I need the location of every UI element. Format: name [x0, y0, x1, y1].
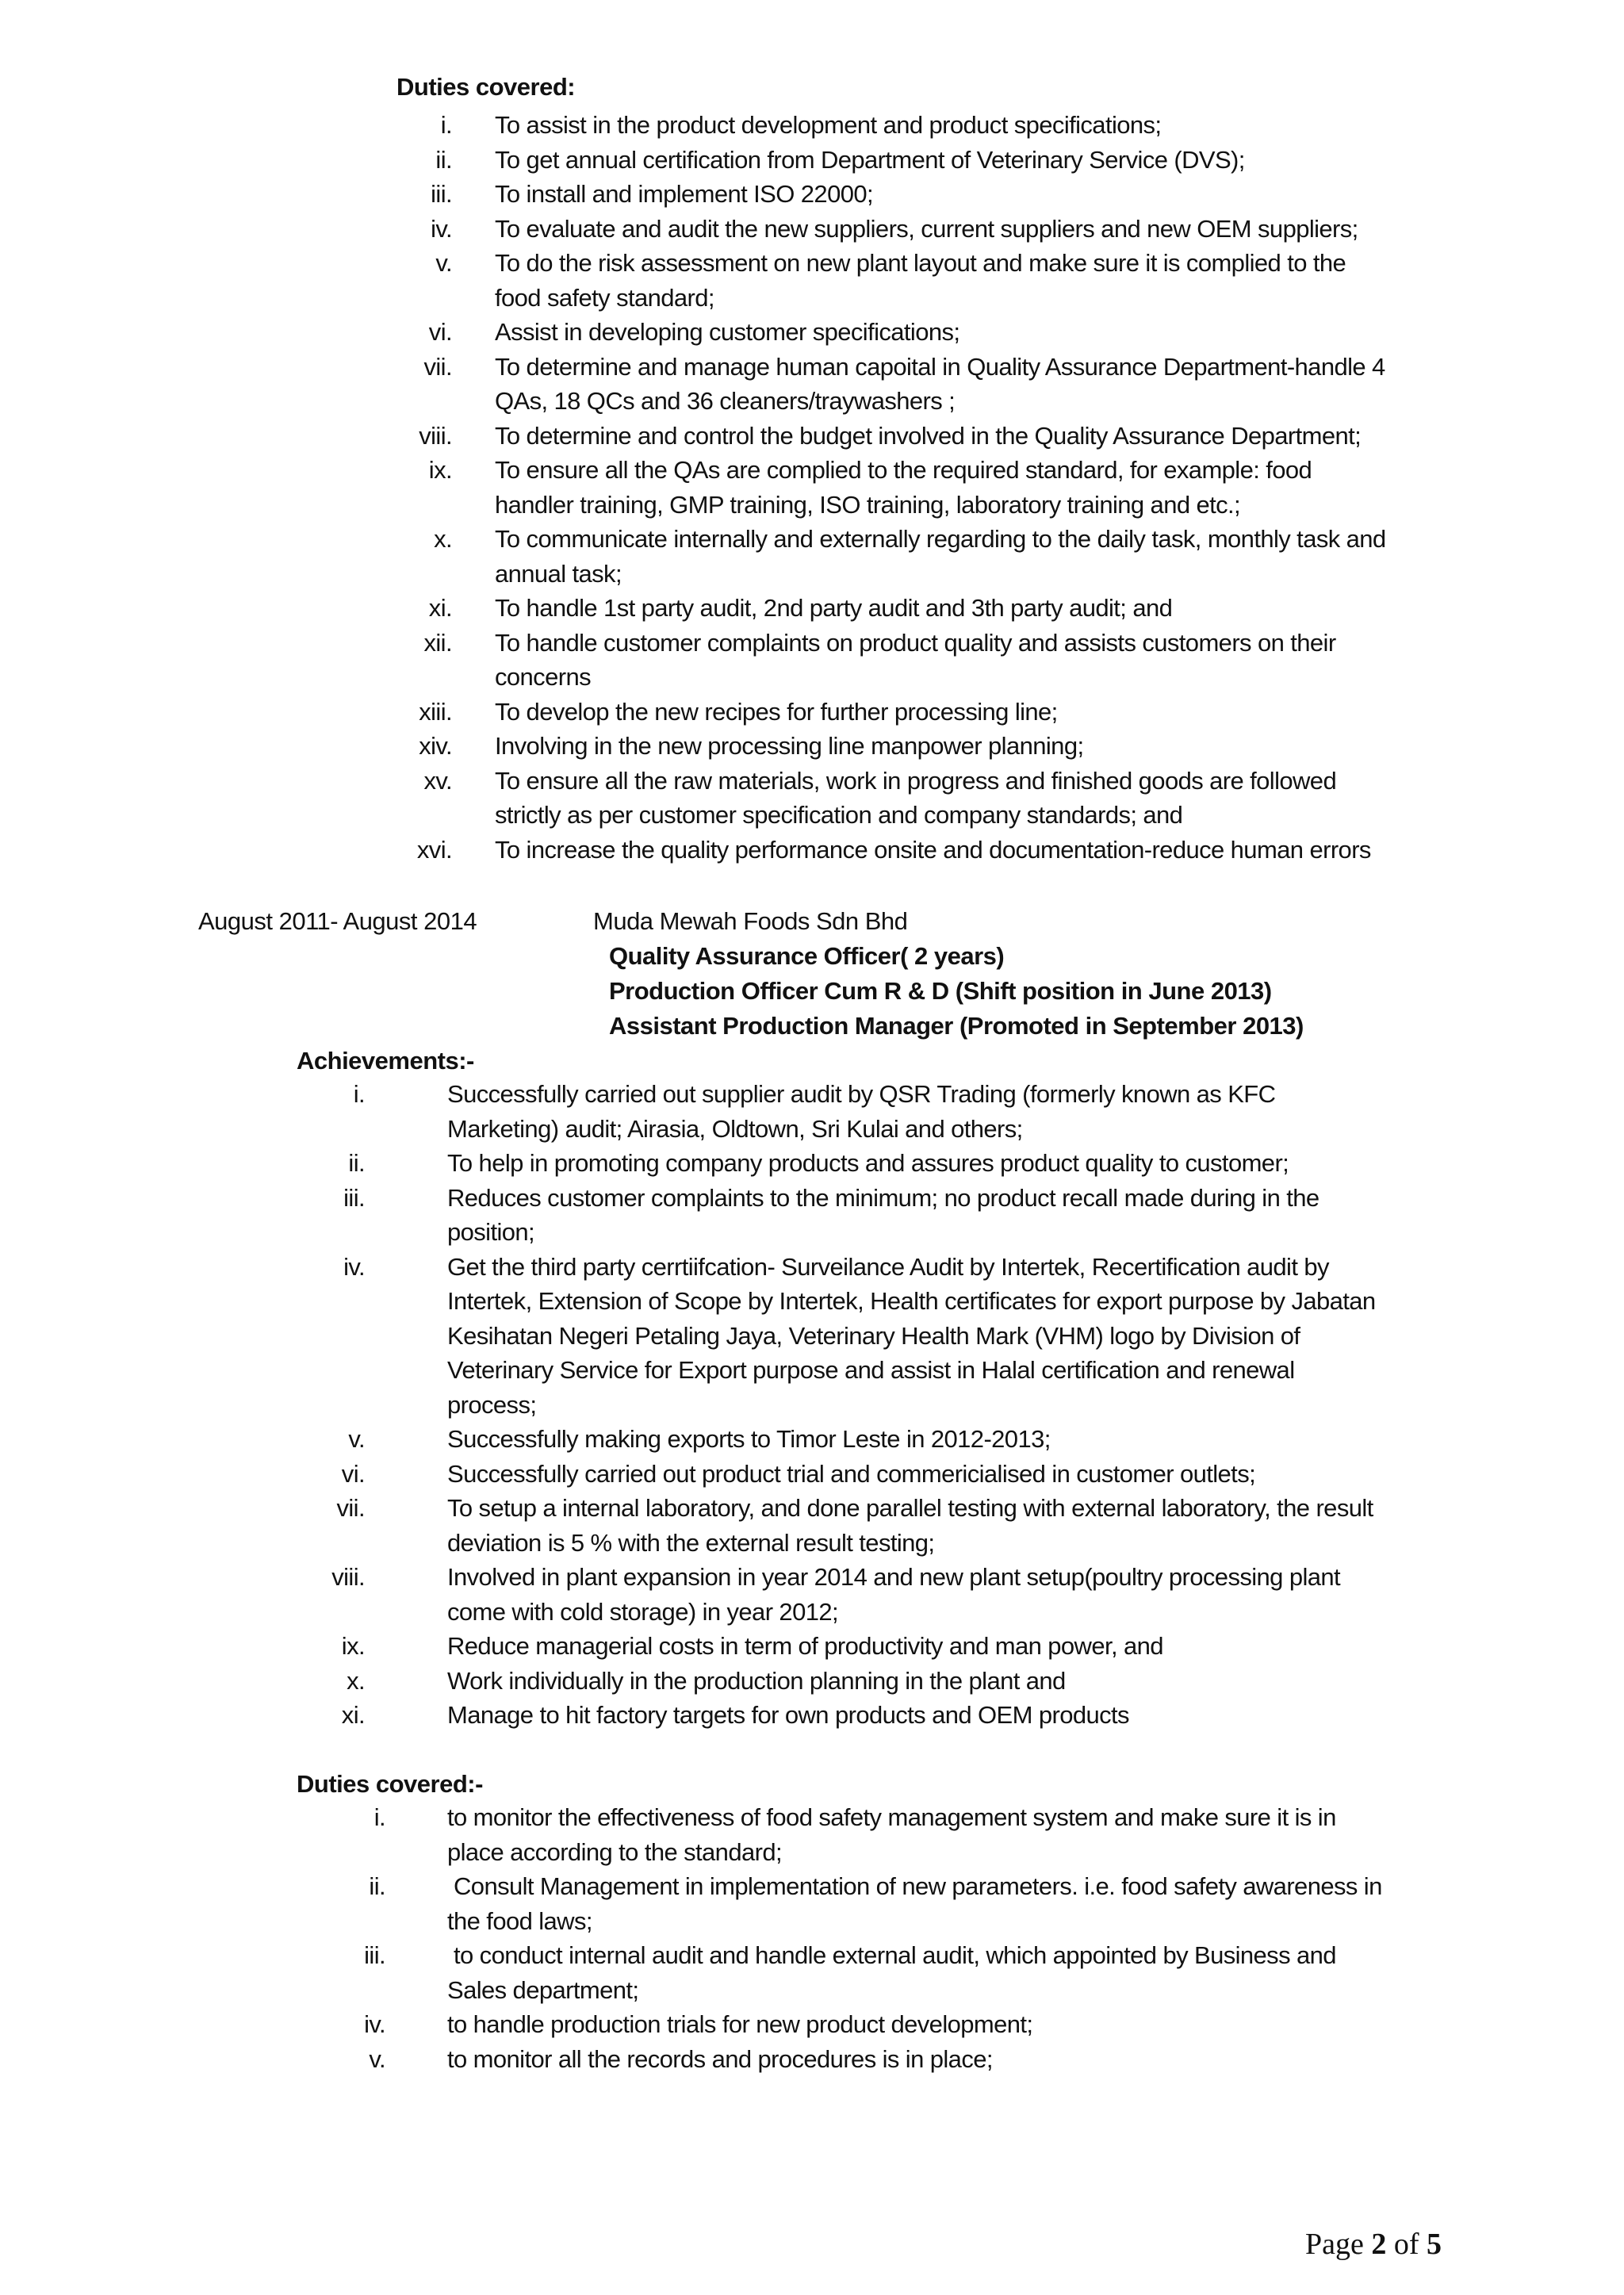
list-item-text: to monitor the effectiveness of food safety management system and make sure it is in [447, 1803, 1336, 1831]
list-item [317, 1800, 1459, 1869]
list-item-text: handler training, GMP training, ISO training, laboratory training and etc.; [495, 490, 1241, 519]
list-item-number: v. [348, 1425, 365, 1453]
list-item-number: iv. [431, 214, 452, 243]
list-item-text: Consult Management in implementation of new parameters. i.e. food safety awareness in [447, 1872, 1382, 1900]
list-item-number: ii. [369, 1872, 385, 1900]
list-item-number: v. [435, 249, 452, 277]
page-number [1305, 2225, 1442, 2263]
list-item-text: To evaluate and audit the new suppliers, current suppliers and new OEM suppliers; [495, 214, 1358, 243]
list-item-number: x. [347, 1666, 365, 1695]
list-item-text: QAs, 18 QCs and 36 cleaners/traywashers ; [495, 387, 956, 415]
list-item-text: To handle customer complaints on product quality and assists customers on their [495, 628, 1336, 657]
list-item-text: to handle production trials for new product development; [447, 2010, 1033, 2038]
job-role: Quality Assurance Officer( 2 years) [609, 942, 1005, 970]
list-item-number: iii. [364, 1941, 385, 1969]
job-role: Assistant Production Manager (Promoted in September 2013) [609, 1012, 1304, 1040]
list-item-text: food safety standard; [495, 283, 714, 312]
list-item-number: i. [373, 1803, 385, 1831]
list-item-number: ix. [428, 456, 452, 484]
list-item-text: To assist in the product development and product specifications; [495, 111, 1162, 139]
page-middle: of [1386, 2228, 1427, 2261]
list-item-text: position; [447, 1218, 535, 1246]
duties-heading: Duties covered:- [297, 1770, 483, 1798]
list-item [396, 695, 1459, 730]
list-item-number: vii. [336, 1494, 365, 1522]
list-item-text: To ensure all the QAs are complied to the required standard, for example: food [495, 456, 1312, 484]
list-item-text: strictly as per customer specification and company standards; and [495, 801, 1183, 829]
list-item-text: concerns [495, 663, 591, 691]
list-item [317, 2007, 1459, 2042]
list-item-text: Manage to hit factory targets for own products and OEM products [447, 1701, 1129, 1729]
list-item-number: iii. [343, 1183, 365, 1212]
list-item-number: iv. [343, 1252, 365, 1281]
page-prefix: Page [1304, 2228, 1372, 2261]
list-item-text: To determine and manage human capoital in Quality Assurance Department-handle 4 [495, 352, 1385, 381]
list-item-text: Successfully making exports to Timor Leste in 2012-2013; [447, 1425, 1051, 1453]
list-item-number: xi. [428, 594, 452, 622]
list-item-text: To help in promoting company products and assures product quality to customer; [447, 1149, 1289, 1177]
list-item-text: To communicate internally and externally regarding to the daily task, monthly task and [495, 525, 1386, 553]
list-item [317, 1491, 1459, 1560]
list-item-number: viii. [419, 421, 452, 450]
list-item-number: xii. [423, 628, 452, 657]
page-total: 5 [1427, 2228, 1442, 2261]
list-item-number: xiv. [419, 732, 452, 760]
list-item-text: Successfully carried out supplier audit by QSR Trading (formerly known as KFC [447, 1080, 1276, 1108]
list-item-number: xiii. [419, 697, 452, 726]
list-item [396, 108, 1459, 143]
list-item-text: Reduce managerial costs in term of productivity and man power, and [447, 1632, 1163, 1660]
list-item-number: xi. [341, 1701, 365, 1729]
list-item [317, 1250, 1459, 1423]
list-item-number: viii. [331, 1563, 365, 1591]
list-item [396, 626, 1459, 695]
list-item-text: to conduct internal audit and handle external audit, which appointed by Business and [447, 1941, 1336, 1969]
list-item [317, 1422, 1459, 1457]
list-item-number: ix. [341, 1632, 365, 1660]
list-item [317, 1077, 1459, 1146]
job-role: Production Officer Cum R & D (Shift position in June 2013) [609, 977, 1272, 1005]
list-item-text: To do the risk assessment on new plant layout and make sure it is complied to the [495, 249, 1346, 277]
page-current: 2 [1371, 2228, 1387, 2261]
company-name: Muda Mewah Foods Sdn Bhd [593, 907, 908, 935]
list-item-text: the food laws; [447, 1906, 592, 1935]
achievements-heading: Achievements:- [297, 1047, 474, 1075]
list-item-text: Kesihatan Negeri Petaling Jaya, Veterinary Health Mark (VHM) logo by Division of [447, 1321, 1300, 1350]
duties-list [317, 1800, 1459, 2076]
list-item-text: To increase the quality performance onsite and documentation-reduce human errors [495, 835, 1371, 864]
list-item-text: to monitor all the records and procedures is in place; [447, 2044, 993, 2073]
list-item [396, 522, 1459, 591]
list-item [396, 591, 1459, 626]
list-item [396, 350, 1459, 419]
list-item-text: Marketing) audit; Airasia, Oldtown, Sri Kulai and others; [447, 1114, 1023, 1143]
list-item-text: Involved in plant expansion in year 2014 and new plant setup(poultry processing plant [447, 1563, 1341, 1591]
list-item [317, 2042, 1459, 2077]
list-item-number: v. [369, 2044, 385, 2073]
list-item-number: iii. [431, 180, 452, 208]
duties-heading: Duties covered: [396, 73, 576, 101]
list-item [396, 143, 1459, 178]
list-item-number: i. [440, 111, 452, 139]
list-item [396, 833, 1459, 868]
list-item-text: Intertek, Extension of Scope by Intertek, Health certificates for export purpose by Jabatan [447, 1287, 1376, 1315]
list-item-number: xvi. [416, 835, 452, 864]
list-item-text: To determine and control the budget involved in the Quality Assurance Department; [495, 421, 1362, 450]
list-item-text: process; [447, 1390, 537, 1419]
list-item [317, 1457, 1459, 1492]
list-item-text: Involving in the new processing line manpower planning; [495, 732, 1084, 760]
list-item [396, 419, 1459, 454]
list-item-text: To handle 1st party audit, 2nd party audit and 3th party audit; and [495, 594, 1173, 622]
list-item-text: To ensure all the raw materials, work in progress and finished goods are followed [495, 766, 1337, 795]
list-item-text: Assist in developing customer specifications; [495, 318, 960, 346]
list-item-text: Work individually in the production planning in the plant and [447, 1666, 1066, 1695]
achievements-list [317, 1077, 1459, 1733]
list-item-number: vi. [341, 1459, 365, 1488]
list-item [396, 246, 1459, 315]
list-item-number: xv. [423, 766, 452, 795]
list-item-text: To setup a internal laboratory, and done parallel testing with external laboratory, the result [447, 1494, 1373, 1522]
list-item-text: To develop the new recipes for further processing line; [495, 697, 1058, 726]
list-item-text: place according to the standard; [447, 1837, 782, 1866]
list-item-text: Sales department; [447, 1975, 639, 2004]
list-item [396, 315, 1459, 350]
list-item [317, 1146, 1459, 1181]
list-item [317, 1560, 1459, 1629]
list-item-number: vi. [428, 318, 452, 346]
list-item-text: Veterinary Service for Export purpose and assist in Halal certification and renewal [447, 1356, 1295, 1384]
list-item [396, 177, 1459, 212]
list-item [396, 212, 1459, 247]
list-item-number: iv. [364, 2010, 385, 2038]
list-item [396, 764, 1459, 833]
list-item-text: Reduces customer complaints to the minimum; no product recall made during in the [447, 1183, 1320, 1212]
list-item [317, 1181, 1459, 1250]
list-item-text: deviation is 5 % with the external result testing; [447, 1528, 935, 1557]
list-item [317, 1698, 1459, 1733]
list-item-number: ii. [348, 1149, 365, 1177]
list-item-text: To get annual certification from Department of Veterinary Service (DVS); [495, 145, 1245, 174]
list-item-number: x. [434, 525, 452, 553]
list-item [396, 729, 1459, 764]
list-item-number: ii. [435, 145, 452, 174]
list-item-text: annual task; [495, 559, 622, 588]
list-item-text: come with cold storage) in year 2012; [447, 1597, 839, 1626]
list-item [317, 1869, 1459, 1938]
duties-list [396, 108, 1459, 867]
list-item-text: To install and implement ISO 22000; [495, 180, 873, 208]
list-item-number: i. [353, 1080, 365, 1108]
list-item [317, 1664, 1459, 1699]
list-item-text: Get the third party cerrtiifcation- Surveilance Audit by Intertek, Recertification audit by [447, 1252, 1329, 1281]
list-item [396, 453, 1459, 522]
job-date-range: August 2011- August 2014 [198, 907, 477, 935]
list-item-number: vii. [423, 352, 452, 381]
list-item-text: Successfully carried out product trial and commericialised in customer outlets; [447, 1459, 1256, 1488]
list-item [317, 1629, 1459, 1664]
list-item [317, 1938, 1459, 2007]
